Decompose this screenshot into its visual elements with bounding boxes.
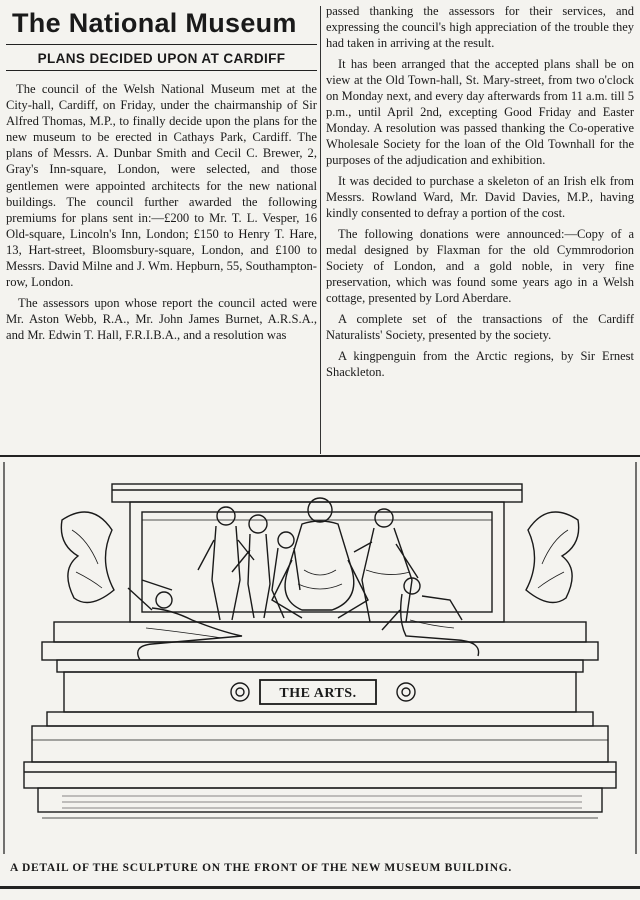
- figure-caption: A DETAIL OF THE SCULPTURE ON THE FRONT OF THE NEW MUSEUM BUILDING.: [10, 862, 512, 874]
- paragraph: A kingpenguin from the Arctic regions, by Sir Ernest Shackleton.: [326, 349, 634, 379]
- paragraph: A complete set of the transactions of the Cardiff Naturalists' Society, presented by the society.: [326, 312, 634, 342]
- left-column: [6, 6, 317, 349]
- bottom-rule: [0, 886, 640, 889]
- column-divider: [320, 6, 321, 454]
- subheading-rule: [6, 70, 317, 71]
- paragraph: It was decided to purchase a skeleton of an Irish elk from Messrs. Rowland Ward, Mr. David Davies, M.P., having kindly consented to defray a portion of the cost.: [326, 174, 634, 220]
- paragraph: passed thanking the assessors for their services, and expressing the council's high appreciation of the trouble they had taken in arriving at the result.: [326, 4, 634, 50]
- subheading: PLANS DECIDED UPON AT CARDIFF: [37, 51, 286, 66]
- right-column: [326, 3, 634, 385]
- sculpture-illustration: [2, 460, 638, 856]
- sculpture-drawing: [2, 460, 638, 856]
- section-rule: [0, 455, 640, 457]
- paragraph: It has been arranged that the accepted plans shall be on view at the Old Town-hall, St. Mary-street, from two o'clock on Monday next, and every day afterwards from 11 a.m. till 5 p.m., until April 2nd, excepting Good Friday and Easter Monday. A resolution was passed thanking the Co-operative Wholesale Society for the loan of the Old Townhall for the purposes of the adjudication and exhibition.: [326, 57, 634, 167]
- headline-rule: [6, 44, 317, 45]
- paragraph: The council of the Welsh National Museum met at the City-hall, Cardiff, on Friday, under the chairmanship of Sir Alfred Thomas, M.P., to finally decide upon the plans for the new museum to be erected in Cathays Park, Cardiff. The plans of Messrs. A. Dunbar Smith and Cecil C. Brewer, 2, Gray's Inn-square, London, were selected, and those gentlemen were appointed architects for the new national buildings. The council further awarded the following premiums for plans sent in:—£200 to Mr. T. L. Vesper, 16 Old-square, Lincoln's Inn, London; £150 to Henry T. Hare, 13, Hart-street, Bloomsbury-square, London, and £100 to Messrs. David Milne and J. Wm. Hepburn, 55, Southampton-row, London.: [6, 82, 317, 290]
- paragraph: The following donations were announced:—Copy of a medal designed by Flaxman for the old Cymmrodorion Society of London, and a gold noble, in very fine preservation, which was found some years ago in a Welsh cottage, presented by Lord Aberdare.: [326, 227, 634, 305]
- plaque-text: THE ARTS.: [279, 686, 357, 701]
- headline: The National Museum: [12, 8, 297, 38]
- paragraph: The assessors upon whose report the council acted were Mr. Aston Webb, R.A., Mr. John James Burnet, A.R.S.A., and Mr. Edwin T. Hall, F.R.I.B.A., and a resolution was: [6, 296, 317, 343]
